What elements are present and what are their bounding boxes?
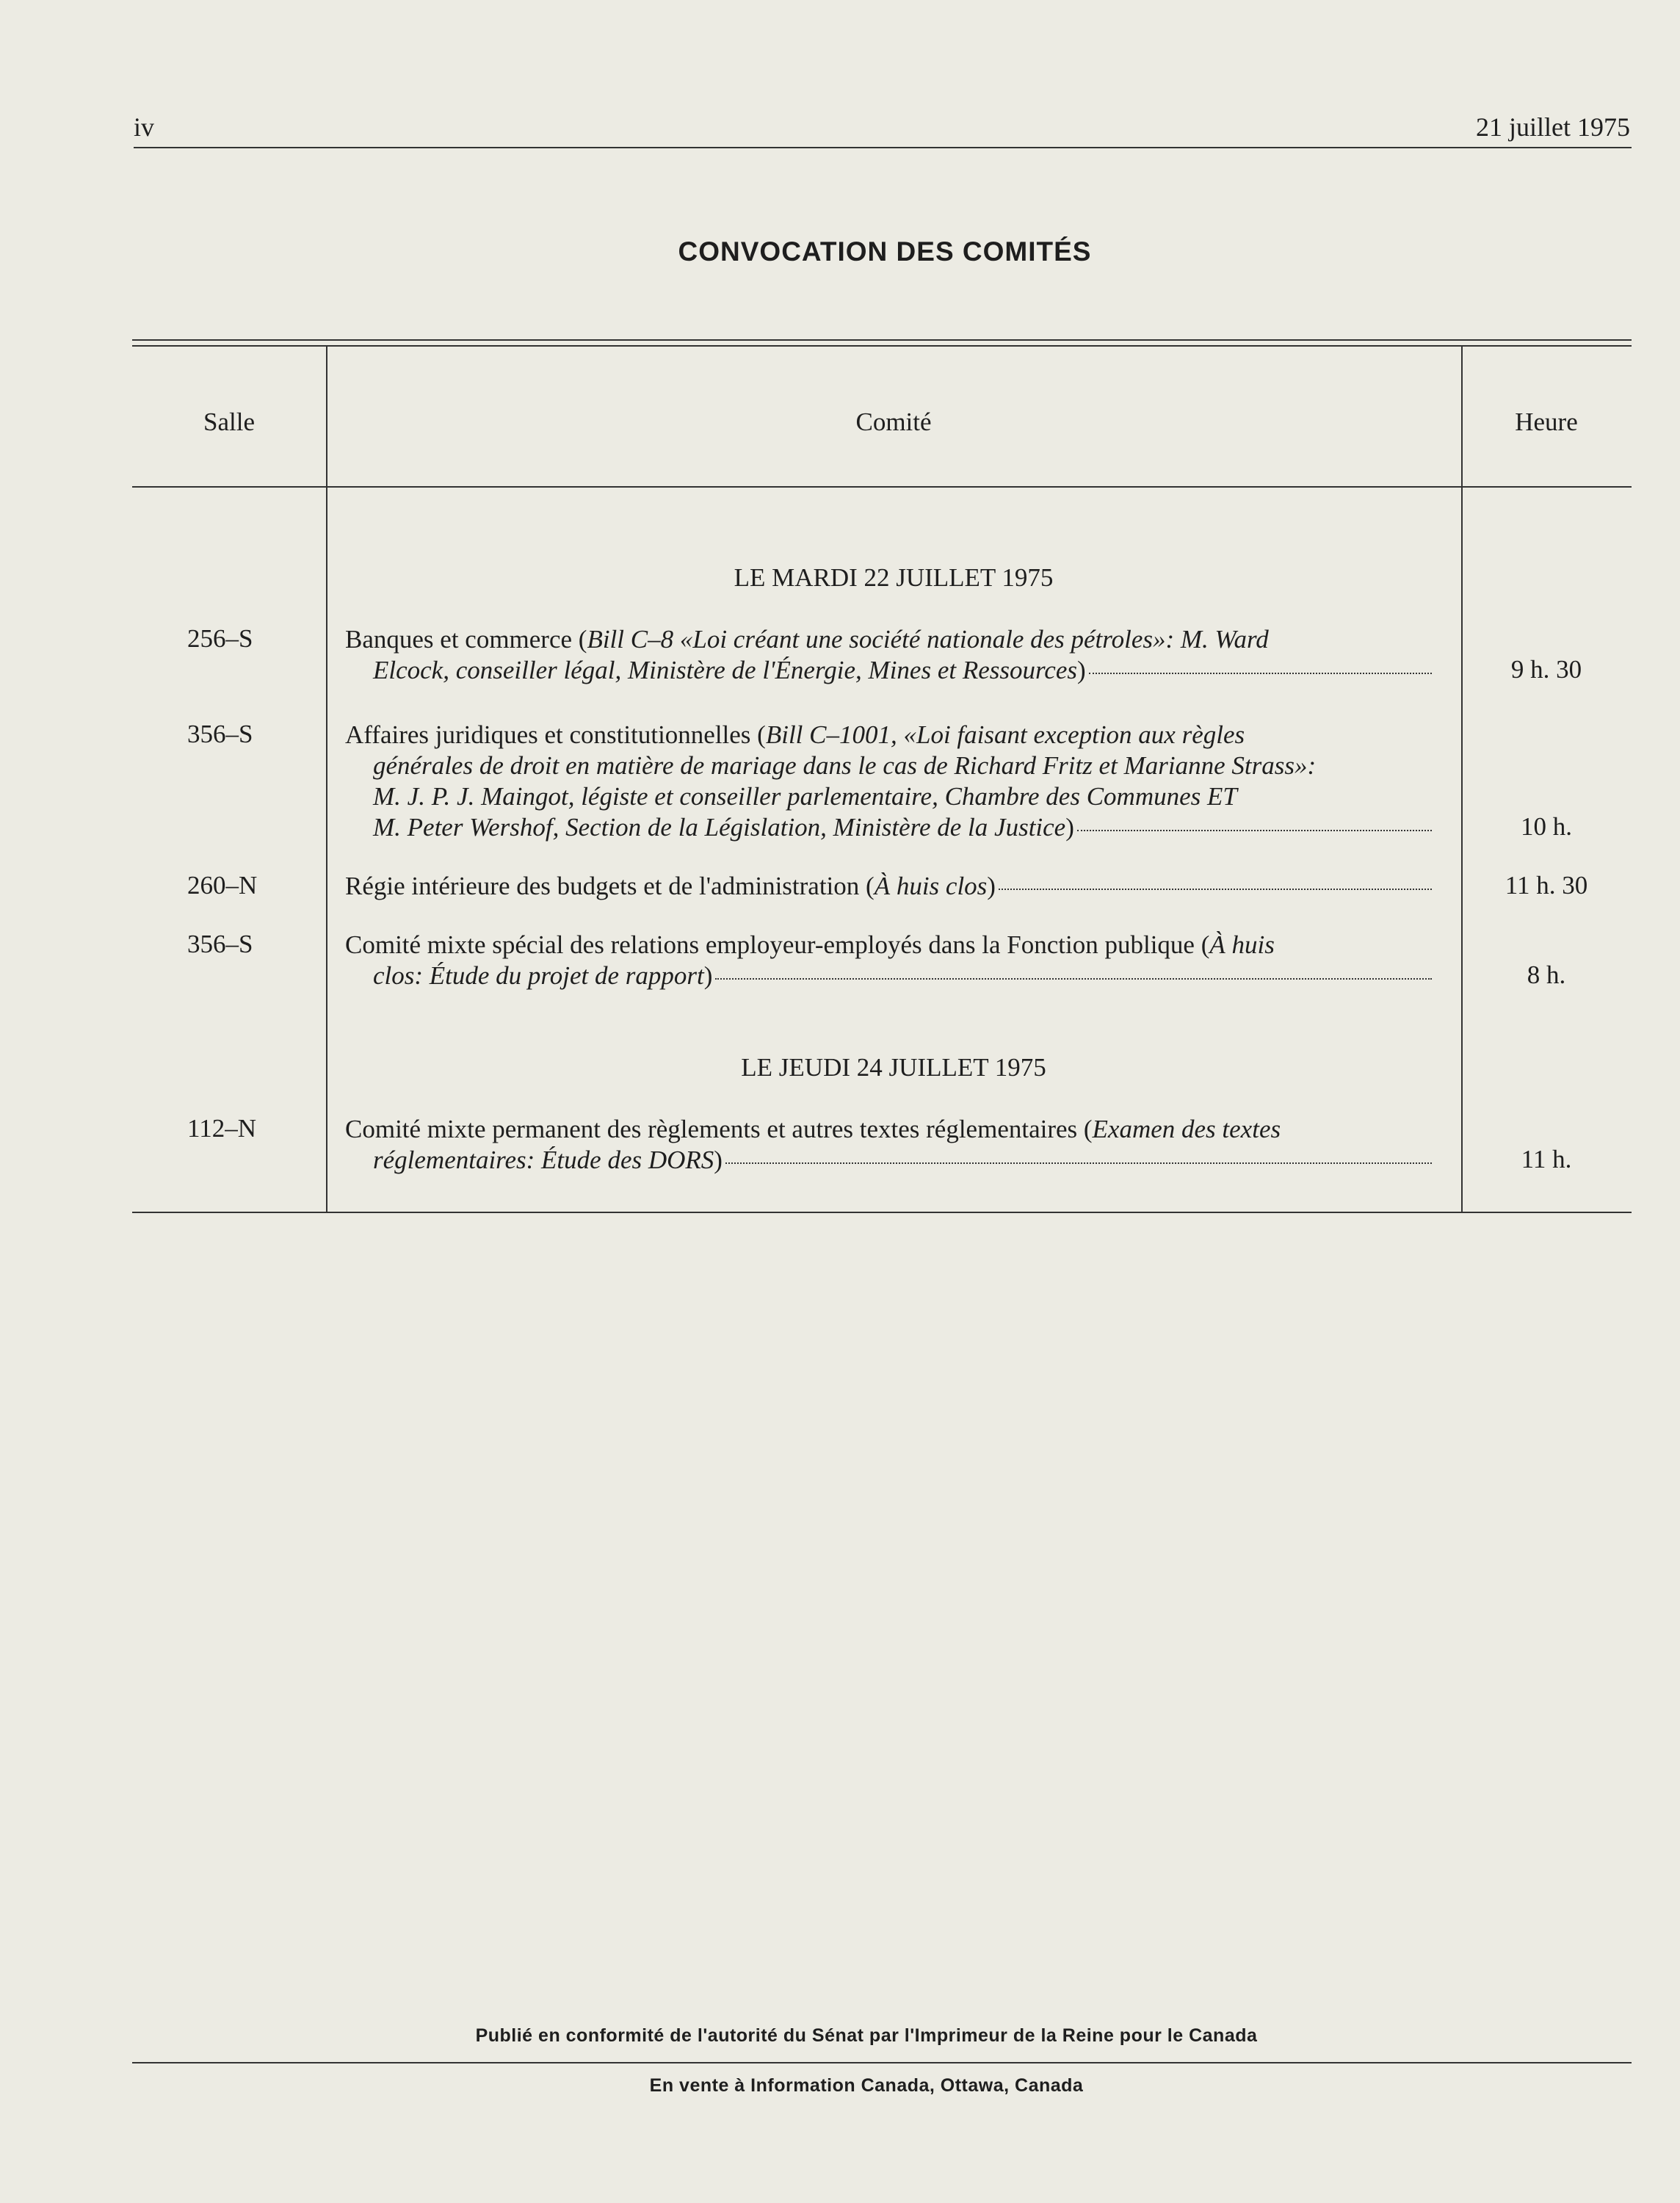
column-header-heure: Heure: [1515, 408, 1578, 436]
meeting-time: 11 h. 30: [1505, 871, 1588, 900]
table-header-rule: [132, 486, 1632, 488]
leader-dots: [1089, 673, 1432, 674]
footer-rule: [132, 2062, 1632, 2063]
header-date: 21 juillet 1975: [1476, 112, 1630, 142]
column-divider-heure: [1461, 345, 1463, 1212]
meeting-description: Comité mixte permanent des règlements et autres textes réglementaires (Examen des textes réglementaires: Étude des DORS): [345, 1114, 1432, 1176]
page-number: iv: [134, 112, 155, 142]
column-header-comite: Comité: [855, 408, 932, 436]
meeting-room: 112–N: [187, 1114, 256, 1143]
footer-sales-note: En vente à Information Canada, Ottawa, Canada: [649, 2075, 1084, 2096]
header-rule: [134, 147, 1632, 148]
table-bottom-rule: [132, 1212, 1632, 1213]
footer-publication-note: Publié en conformité de l'autorité du Sénat par l'Imprimeur de la Reine pour le Canada: [475, 2025, 1258, 2046]
meeting-time: 10 h.: [1521, 812, 1572, 841]
meeting-time: 8 h.: [1527, 961, 1566, 989]
leader-dots: [999, 889, 1432, 890]
meeting-description: Régie intérieure des budgets et de l'administration (À huis clos): [345, 871, 1432, 902]
meeting-time: 9 h. 30: [1510, 655, 1582, 684]
meeting-time: 11 h.: [1521, 1145, 1572, 1173]
leader-dots: [725, 1162, 1432, 1164]
meeting-room: 260–N: [187, 871, 258, 900]
table-top-rule: [132, 339, 1632, 341]
meeting-description: Comité mixte spécial des relations employeur-employés dans la Fonction publique (À huis clos: Étude du projet de rapport): [345, 930, 1432, 991]
meeting-description: Affaires juridiques et constitutionnelles (Bill C–1001, «Loi faisant exception aux règles générales de droit en matière de mariage dans le cas de Richard Fritz et Marianne Strass»: M. J. P. J. Maingot, légiste et conseiller parlementaire, Chambre des Communes ET M. Peter Wershof, Section de la Législation, Ministère de la Justice): [345, 720, 1432, 843]
page-title: CONVOCATION DES COMITÉS: [678, 236, 1092, 267]
leader-dots: [1077, 830, 1432, 831]
day-heading: LE MARDI 22 JUILLET 1975: [734, 563, 1054, 592]
table-top-rule-inner: [132, 345, 1632, 347]
meeting-room: 356–S: [187, 930, 253, 958]
day-heading: LE JEUDI 24 JUILLET 1975: [741, 1053, 1046, 1082]
meeting-description: Banques et commerce (Bill C–8 «Loi créant une société nationale des pétroles»: M. Ward Elcock, conseiller légal, Ministère de l'Énergie, Mines et Ressources): [345, 624, 1432, 686]
meeting-room: 256–S: [187, 624, 253, 653]
column-header-salle: Salle: [203, 408, 255, 436]
leader-dots: [715, 978, 1432, 980]
meeting-room: 356–S: [187, 720, 253, 748]
